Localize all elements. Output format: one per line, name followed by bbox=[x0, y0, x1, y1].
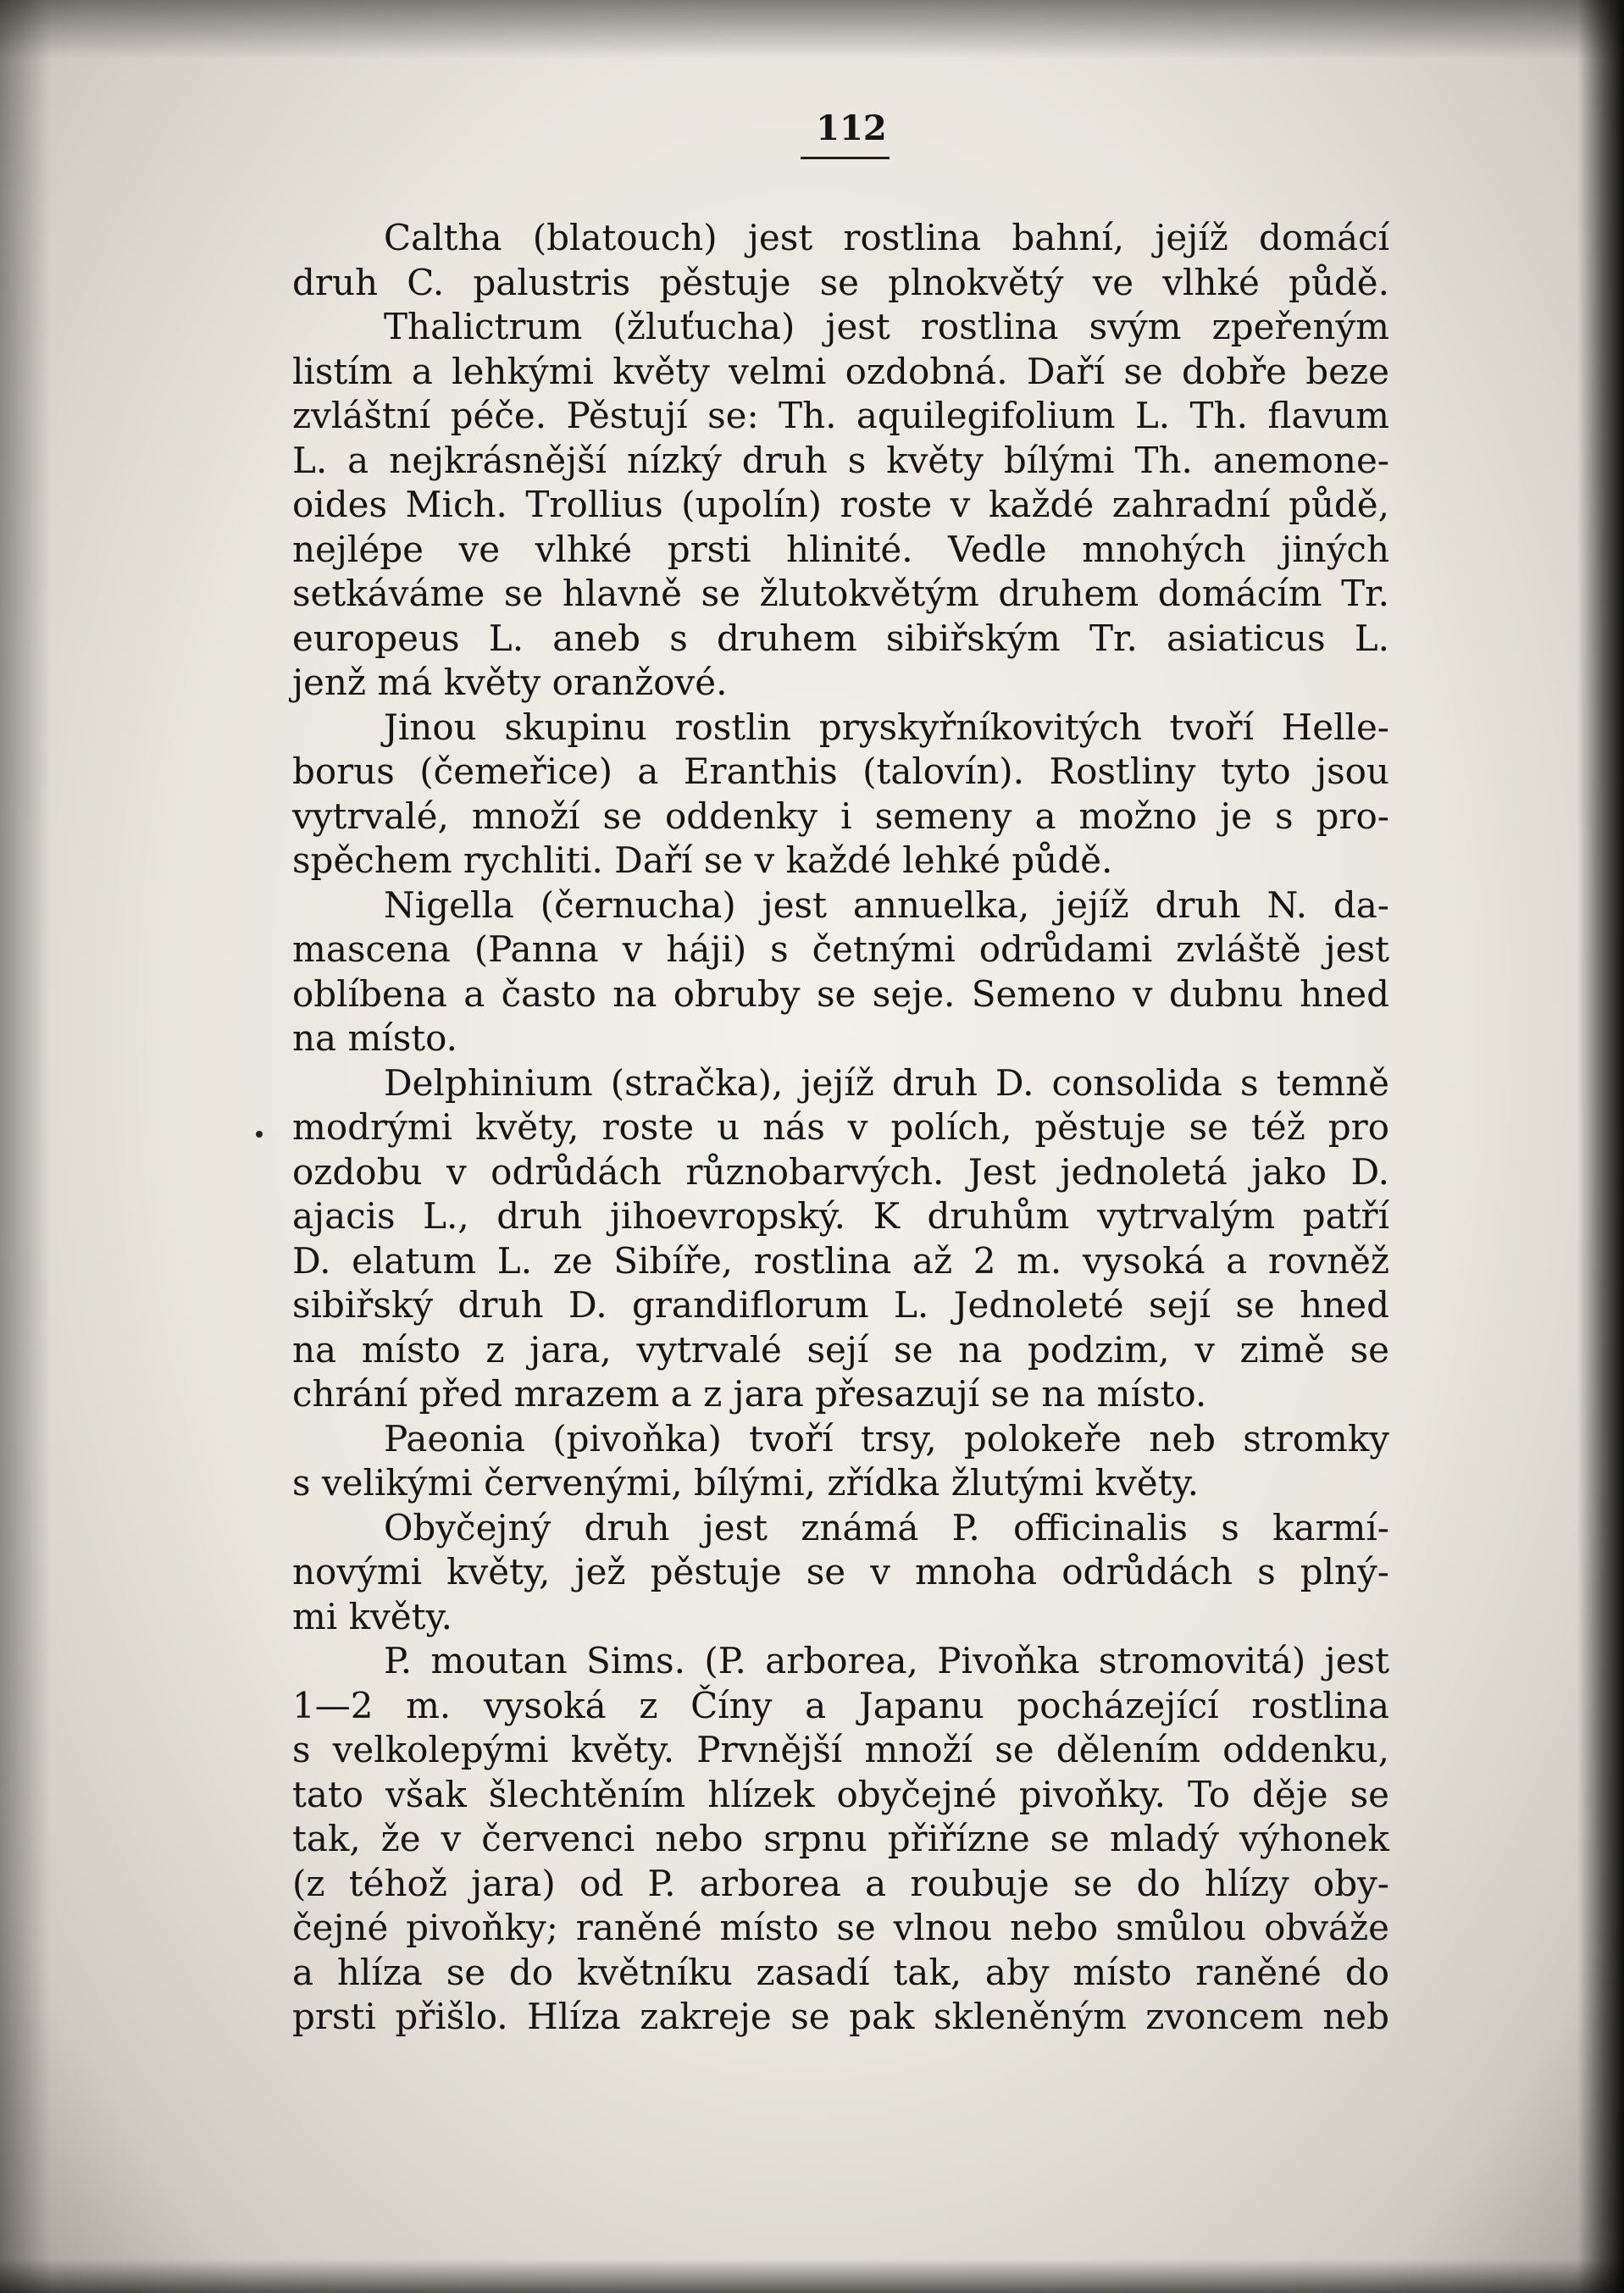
text-line: novými květy, jež pěstuje se v mnoha odrůdách s plný- bbox=[292, 1551, 1389, 1592]
text-line: s velikými červenými, bílými, zřídka žlutými květy. bbox=[292, 1462, 1199, 1504]
text-line: zvláštní péče. Pěstují se: Th. aquilegifolium L. Th. flavum bbox=[292, 395, 1389, 436]
text-line: chrání před mrazem a z jara přesazují se na místo. bbox=[292, 1373, 1207, 1415]
text-line: mascena (Panna v háji) s četnými odrůdami zvláště jest bbox=[292, 928, 1389, 970]
text-line: Caltha (blatouch) jest rostlina bahní, jejíž domácí bbox=[384, 217, 1389, 258]
text-line: Delphinium (stračka), jejíž druh D. consolida s temně bbox=[384, 1061, 1389, 1104]
text-line: na místo. bbox=[292, 1017, 458, 1059]
text-line: oblíbena a často na obruby se seje. Semeno v dubnu hned bbox=[292, 972, 1389, 1015]
page-number: 112 bbox=[816, 108, 887, 148]
text-line: D. elatum L. ze Sibíře, rostlina až 2 m. vysoká a rovněž bbox=[292, 1239, 1389, 1282]
text-line: Obyčejný druh jest známá P. officinalis s karmí- bbox=[384, 1506, 1389, 1548]
scan-shadow-top bbox=[0, 0, 1624, 59]
scan-shadow-right bbox=[1577, 0, 1624, 2293]
text-line: na místo z jara, vytrvalé sejí se na podzim, v zimě se bbox=[292, 1328, 1389, 1371]
text-line: modrými květy, roste u nás v polích, pěstuje se též pro bbox=[292, 1106, 1389, 1148]
text-line: setkáváme se hlavně se žlutokvětým druhem domácím Tr. bbox=[292, 573, 1389, 614]
text-line: a hlíza se do květníku zasadí tak, aby místo raněné do bbox=[292, 1951, 1389, 1993]
stray-mark bbox=[256, 1131, 263, 1138]
text-line: druh C. palustris pěstuje se plnokvětý ve vlhké půdě. bbox=[292, 261, 1389, 303]
text-line: listím a lehkými květy velmi ozdobná. Daří se dobře beze bbox=[292, 350, 1389, 392]
text-line: prsti přišlo. Hlíza zakreje se pak skleněným zvoncem neb bbox=[292, 1996, 1389, 2037]
text-line: ajacis L., druh jihoevropský. K druhům vytrvalým patří bbox=[292, 1195, 1389, 1237]
text-line: L. a nejkrásnější nízký druh s květy bílými Th. anemone- bbox=[292, 439, 1389, 481]
text-line: mi květy. bbox=[292, 1595, 453, 1637]
text-line: nejlépe ve vlhké prsti hlinité. Vedle mnohých jiných bbox=[292, 528, 1389, 570]
text-line: P. moutan Sims. (P. arborea, Pivoňka stromovitá) jest bbox=[384, 1640, 1389, 1681]
body-text bbox=[292, 216, 1389, 2040]
text-line: borus (čemeřice) a Eranthis (talovín). Rostliny tyto jsou bbox=[292, 750, 1389, 792]
text-line: europeus L. aneb s druhem sibiřským Tr. asiaticus L. bbox=[292, 617, 1389, 659]
text-line: oides Mich. Trollius (upolín) roste v každé zahradní půdě, bbox=[292, 484, 1389, 525]
text-line: Paeonia (pivoňka) tvoří trsy, polokeře neb stromky bbox=[384, 1417, 1389, 1459]
scan-shadow-bottom bbox=[0, 2259, 1624, 2293]
text-line: vytrvalé, množí se oddenky i semeny a možno je s pro- bbox=[292, 795, 1389, 837]
text-line: Nigella (černucha) jest annuelka, jejíž druh N. da- bbox=[384, 883, 1389, 926]
text-line: ozdobu v odrůdách různobarvých. Jest jednoletá jako D. bbox=[292, 1150, 1389, 1193]
text-line: jenž má květy oranžové. bbox=[292, 662, 728, 703]
text-line: Jinou skupinu rostlin pryskyřníkovitých tvoří Helle- bbox=[384, 706, 1389, 748]
scan-shadow-left bbox=[0, 0, 51, 2293]
text-line: Thalictrum (žluťucha) jest rostlina svým zpeřeným bbox=[384, 306, 1389, 347]
text-line: sibiřský druh D. grandiflorum L. Jednoleté sejí se hned bbox=[292, 1284, 1389, 1326]
text-line: čejné pivoňky; raněné místo se vlnou nebo smůlou obváže bbox=[292, 1907, 1389, 1948]
text-line: 1—2 m. vysoká z Číny a Japanu pocházející rostlina bbox=[292, 1684, 1389, 1726]
page-number-rule bbox=[801, 157, 890, 159]
text-line: tak, že v červenci nebo srpnu přiřízne se mladý výhonek bbox=[292, 1818, 1389, 1859]
text-line: spěchem rychliti. Daří se v každé lehké půdě. bbox=[292, 839, 1113, 881]
text-line: (z téhož jara) od P. arborea a roubuje se do hlízy oby- bbox=[292, 1862, 1389, 1904]
text-line: s velkolepými květy. Prvnější množí se dělením oddenku, bbox=[292, 1729, 1389, 1770]
text-line: tato však šlechtěním hlízek obyčejné pivoňky. To děje se bbox=[292, 1773, 1389, 1815]
